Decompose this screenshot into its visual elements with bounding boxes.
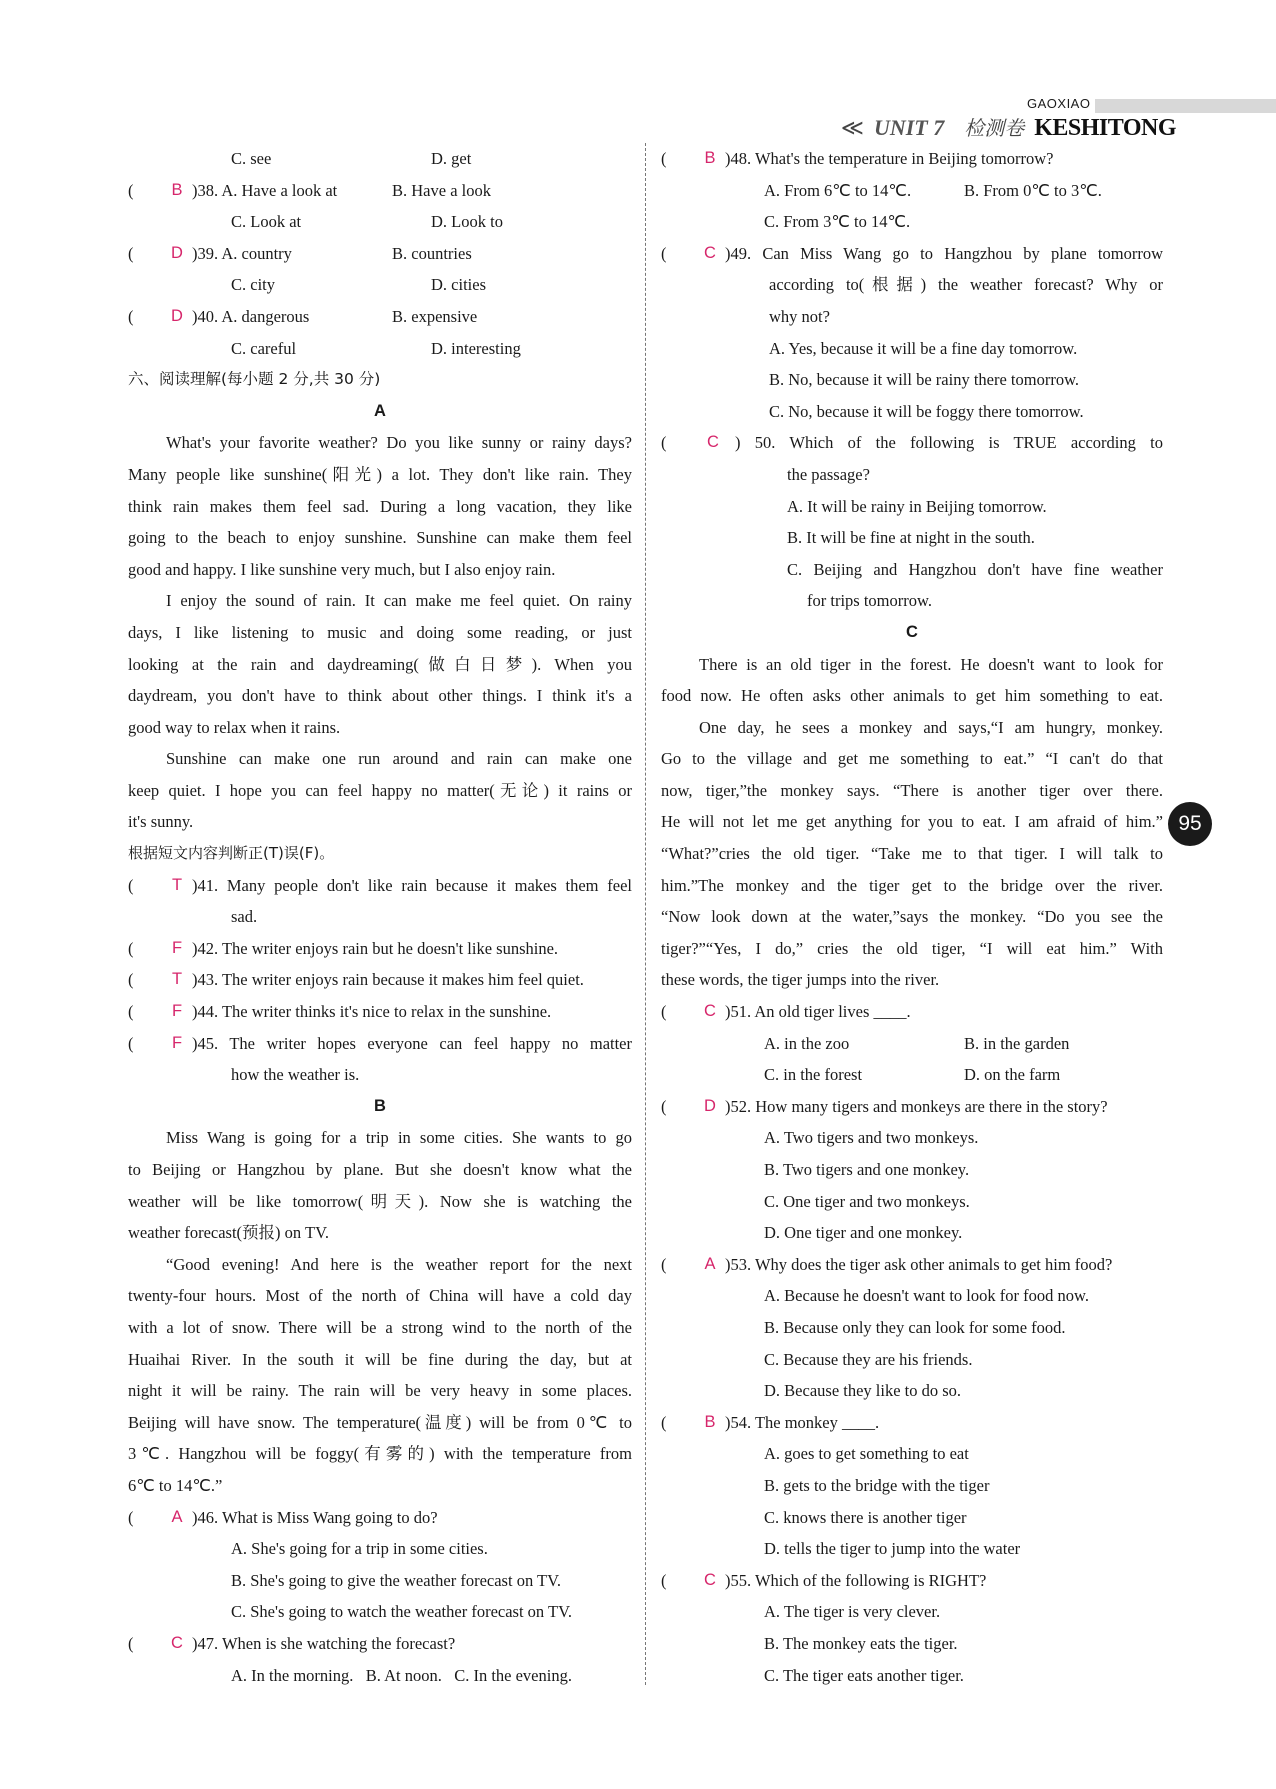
passage-line: Many people like sunshine(阳光) a lot. They don't like rain. They (128, 464, 632, 484)
passage-line: weather will be like tomorrow(明天). Now she is watching the (128, 1191, 632, 1211)
passage-line: “What?”cries the old tiger. “Take me to that tiger. I will talk to (661, 844, 1163, 864)
passage-line: good way to relax when it rains. (128, 717, 341, 737)
passage-line: I enjoy the sound of rain. It can make me feel quiet. On rainy (166, 591, 632, 611)
option-row: A. From 6℃ to 14℃. B. From 0℃ to 3℃. (764, 180, 1102, 200)
question-41: ( T )41. Many people don't like rain because it makes them feel (128, 870, 632, 902)
left-column: C. see D. get ( B )38. A. Have a look at B. Have a look C. Look at D. Look to ( D )39. A. country B. countries C. city D. cities ( D )40. A. dangerous B. expensive C. careful D. interesting 六、阅读理解(每小题 2 分,共 30 分) A What's your favorite weather? Do you like sunny or rainy days? Many people like sunshine(阳光) a lot. They don't like rain. They think rain makes them feel sad. During a long vacation, they like going to the beach to enjoy sunshine. Sunshine can make them feel good and happy. I like sunshine very much, but I also enjoy rain. I enjoy the sound of rain. It can make me feel quiet. On rainy days, I like listening to music and doing some reading, or just looking at the rain and daydreaming(做白日梦). When you daydream, you don't have to think about other things. I think it's a good way to relax when it rains. Sunshine can make one run around and rain can make one keep quiet. I hope you can feel happy no matter(无论) it rains or it's sunny. 根据短文内容判断正(T)误(F)。 ( T )41. Many people don't like rain because it makes them feel sad. ( F )42. The writer enjoys rain but he doesn't like sunshine. ( T )43. The writer enjoys rain because it makes him feel quiet. ( F )44. The writer thinks it's nice to relax in the sunshine. ( F )45. The writer hopes everyone can feel happy no matter how the weather is. B Miss Wang is going for a trip in some cities. She wants to go to Beijing or Hangzhou by plane. But she doesn't know what the weather will be like tomorrow(明天). Now she is watching the weather forecast(预报) on TV. “Good evening! And here is the weather report for the next twenty-four hours. Most of the north of China will have a cold day with a lot of snow. There will be a strong wind to the north of the Huaihai River. In the south it will be fine during the day, but at night it will be rainy. The rain will be very heavy in some places. Beijing will have snow. The temperature(温度) will be from 0℃ to 3℃. Hangzhou will be foggy(有雾的) with the temperature from 6℃ to 14℃.” ( A )46. What is Miss Wang going to do? A. She's going for a trip in some cities. B. She's going to give the weather forecast on TV. C. She's going to watch the weather forecast on TV. ( C )47. When is she watching the forecast? A. In the morning. B. At noon. C. In the evening. (128, 143, 632, 1691)
passage-line: He will not let me get anything for you to eat. I am afraid of him.” (661, 812, 1163, 832)
option-row: C. Look at D. Look to (231, 212, 503, 232)
answer-54: B (704, 1412, 716, 1431)
passage-line: with a lot of snow. There will be a strong wind to the north of the (128, 1317, 632, 1337)
answer-41: T (171, 875, 183, 894)
answer-42: F (171, 938, 183, 957)
question-38: ( B )38. A. Have a look at B. Have a look (128, 175, 632, 207)
question-51: ( C )51. An old tiger lives ____. (661, 996, 1163, 1028)
answer-53: A (704, 1254, 716, 1273)
answer-51: C (704, 1002, 716, 1021)
passage-line: daydream, you don't have to think about other things. I think it's a (128, 686, 632, 706)
passage-line: now, tiger,”the monkey says. “There is another tiger over there. (661, 780, 1163, 800)
passage-line: think rain makes them feel sad. During a long vacation, they like (128, 496, 632, 516)
page-header (841, 112, 1176, 142)
passage-c-title: C (906, 622, 918, 641)
question-44: ( F )44. The writer thinks it's nice to relax in the sunshine. (128, 996, 632, 1028)
passage-line: these words, the tiger jumps into the river. (661, 970, 940, 990)
passage-line: Miss Wang is going for a trip in some cities. She wants to go (166, 1128, 632, 1148)
passage-line: One day, he sees a monkey and says,“I am hungry, monkey. (699, 717, 1163, 737)
passage-line: twenty-four hours. Most of the north of China will have a cold day (128, 1286, 632, 1306)
brand-label: KESHITONG (1034, 115, 1176, 141)
question-40: ( D )40. A. dangerous B. expensive (128, 301, 632, 333)
header-top-label: GAOXIAO (1027, 96, 1091, 111)
passage-line: days, I like listening to music and doing some reading, or just (128, 622, 632, 642)
question-54: ( B )54. The monkey ____. (661, 1407, 1163, 1439)
answer-39: D (171, 243, 183, 262)
test-label: 检测卷 (964, 116, 1025, 140)
passage-line: There is an old tiger in the forest. He doesn't want to look for (699, 654, 1163, 674)
question-39: ( D )39. A. country B. countries (128, 238, 632, 270)
answer-45: F (171, 1033, 183, 1052)
answer-48: B (704, 149, 716, 167)
passage-line: good and happy. I like sunshine very much, but I also enjoy rain. (128, 559, 556, 579)
section-heading: 六、阅读理解(每小题 2 分,共 30 分) (128, 370, 381, 389)
question-52: ( D )52. How many tigers and monkeys are there in the story? (661, 1091, 1163, 1123)
answer-44: F (171, 1002, 183, 1021)
answer-47: C (171, 1633, 183, 1652)
answer-52: D (704, 1096, 716, 1115)
answer-38: B (171, 180, 183, 199)
option-row: C. careful D. interesting (231, 338, 521, 358)
question-47: ( C )47. When is she watching the forecast? (128, 1628, 632, 1660)
passage-line: Sunshine can make one run around and rain can make one (166, 749, 632, 769)
double-arrow-left-icon: ≪ (840, 115, 864, 140)
option-row: C. see D. get (231, 149, 472, 168)
passage-line: Beijing will have snow. The temperature(温度) will be from 0℃ to (128, 1412, 632, 1432)
question-42: ( F )42. The writer enjoys rain but he doesn't like sunshine. (128, 933, 632, 965)
passage-line: Huaihai River. In the south it will be fine during the day, but at (128, 1349, 632, 1369)
passage-line: it's sunny. (128, 812, 194, 832)
page-number: 95 (1168, 802, 1212, 846)
passage-line: 3℃. Hangzhou will be foggy(有雾的) with the temperature from (128, 1444, 632, 1464)
passage-line: going to the beach to enjoy sunshine. Sunshine can make them feel (128, 528, 632, 548)
question-55: ( C )55. Which of the following is RIGHT? (661, 1565, 1163, 1597)
option-row: C. in the forest D. on the farm (764, 1065, 1061, 1085)
passage-b-title: B (374, 1096, 386, 1115)
passage-line: Go to the village and get me something to eat.” “I can't do that (661, 749, 1163, 769)
question-53: ( A )53. Why does the tiger ask other animals to get him food? (661, 1249, 1163, 1281)
question-43: ( T )43. The writer enjoys rain because it makes him feel quiet. (128, 964, 632, 996)
option-row: A. in the zoo B. in the garden (764, 1033, 1070, 1053)
answer-49: C (704, 243, 716, 262)
question-48: ( B )48. What's the temperature in Beijing tomorrow? (661, 143, 1163, 175)
question-50: ( C ) 50. Which of the following is TRUE according to (661, 427, 1163, 459)
answer-43: T (171, 970, 183, 989)
passage-line: night it will be rainy. The rain will be very heavy in some places. (128, 1381, 632, 1401)
column-divider (645, 143, 646, 1685)
passage-a-title: A (374, 401, 386, 420)
answer-46: A (171, 1507, 183, 1526)
answer-40: D (171, 306, 183, 325)
passage-line: keep quiet. I hope you can feel happy no matter(无论) it rains or (128, 780, 632, 800)
header-band (1095, 99, 1276, 113)
question-46: ( A )46. What is Miss Wang going to do? (128, 1502, 632, 1534)
passage-line: “Good evening! And here is the weather report for the next (166, 1254, 632, 1274)
right-column: ( B )48. What's the temperature in Beijing tomorrow? A. From 6℃ to 14℃. B. From 0℃ to 3℃. C. From 3℃ to 14℃. ( C )49. Can Miss Wang go to Hangzhou by plane tomorrow according to(根据) the weather forecast? Why or why not? A. Yes, because it will be a fine day tomorrow. B. No, because it will be rainy there tomorrow. C. No, because it will be foggy there tomorrow. ( C ) 50. Which of the following is TRUE according to the passage? A. It will be rainy in Beijing tomorrow. B. It will be fine at night in the south. C. Beijing and Hangzhou don't have fine weather for trips tomorrow. C There is an old tiger in the forest. He doesn't want to look for food now. He often asks other animals to get him something to eat. One day, he sees a monkey and says,“I am hungry, monkey. Go to the village and get me something to eat.” “I can't do that now, tiger,”the monkey says. “There is another tiger over there. He will not let me get anything for you to eat. I am afraid of him.” “What?”cries the old tiger. “Take me to that tiger. I will talk to him.”The monkey and the tiger get to the bridge over the river. “Now look down at the water,”says the monkey. “Do you see the tiger?”“Yes, I do,” cries the old tiger, “I will eat him.” With these words, the tiger jumps into the river. ( C )51. An old tiger lives ____. A. in the zoo B. in the garden C. in the forest D. on the farm ( D )52. How many tigers and monkeys are there in the story? A. Two tigers and two monkeys. B. Two tigers and one monkey. C. One tiger and two monkeys. D. One tiger and one monkey. ( A )53. Why does the tiger ask other animals to get him food? A. Because he doesn't want to look for food now. B. Because only they can look for some food. C. Because they are his friends. D. Because they like to do so. ( B )54. The monkey ____. A. goes to get something to eat B. gets to the bridge with the tiger C. knows there is another tiger D. tells the tiger to jump into the water ( C )55. Which of the following is RIGHT? A. The tiger is very clever. B. The monkey eats the tiger. C. The tiger eats another tiger. (661, 143, 1163, 1691)
passage-line: to Beijing or Hangzhou by plane. But she doesn't know what the (128, 1160, 632, 1179)
passage-line: him.”The monkey and the tiger get to the bridge over the river. (661, 875, 1163, 895)
passage-line: weather forecast(预报) on TV. (128, 1223, 329, 1243)
question-49: ( C )49. Can Miss Wang go to Hangzhou by plane tomorrow (661, 238, 1163, 270)
passage-line: looking at the rain and daydreaming(做白日梦). When you (128, 654, 632, 674)
unit-label: UNIT 7 (873, 115, 945, 140)
passage-line: 6℃ to 14℃.” (128, 1475, 223, 1495)
passage-line: What's your favorite weather? Do you like sunny or rainy days? (166, 433, 632, 453)
passage-line: “Now look down at the water,”says the monkey. “Do you see the (661, 907, 1163, 927)
judge-instruction: 根据短文内容判断正(T)误(F)。 (128, 844, 335, 863)
option-row: C. city D. cities (231, 275, 486, 295)
answer-50: C (707, 433, 719, 452)
question-45: ( F )45. The writer hopes everyone can feel happy no matter (128, 1028, 632, 1060)
answer-55: C (704, 1570, 716, 1589)
passage-line: tiger?”“Yes, I do,” cries the old tiger, “I will eat him.” With (661, 938, 1163, 958)
passage-line: food now. He often asks other animals to get him something to eat. (661, 686, 1163, 706)
